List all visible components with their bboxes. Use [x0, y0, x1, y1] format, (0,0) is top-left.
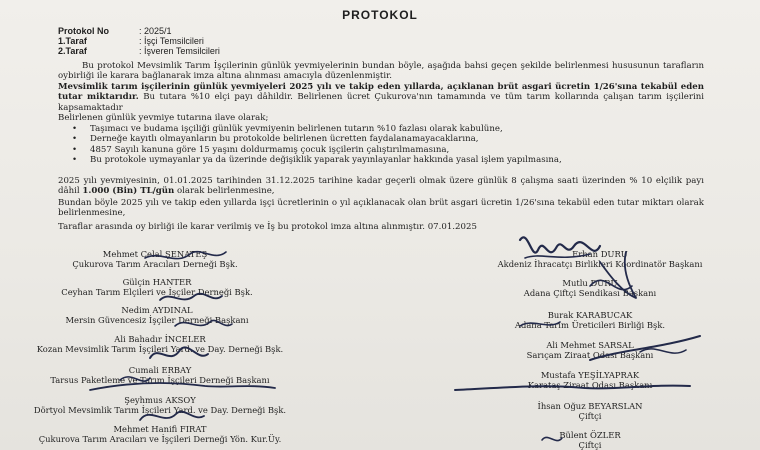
wage-rule-rest: Bu tutara %10 elçi payı dâhildir. Belirlenen ücret Çukurova'nın tamamında ve tüm tarım kollarında çalışan tarım işçilerini kapsamaktadır	[58, 92, 705, 113]
signatory-left-4: Ali Bahadır İNCELER Kozan Mevsimlik Tarım İşçileri Yard. ve Day. Derneği Bşk.	[36, 334, 284, 354]
protocol-no-value: : 2025/1	[139, 26, 172, 36]
list-item: • 4857 Sayılı kanuna göre 15 yaşını doldurmamış çocuk işçilerin çalıştırılmamasına,	[72, 144, 450, 155]
party1-value: : İşçi Temsilcileri	[139, 36, 204, 46]
party1-label: 1.Taraf	[58, 36, 87, 46]
bullet-icon: •	[72, 134, 78, 145]
signatory-right-6: İhsan Oğuz BEYARSLAN Çiftçi	[537, 401, 643, 421]
list-intro: Belirlenen günlük yevmiye tutarına ilave olarak;	[58, 113, 269, 123]
party2-value: : İşveren Temsilcileri	[139, 46, 220, 56]
signatory-left-1: Mehmet Celal ŞENATEŞ Çukurova Tarım Aracıları Derneği Bşk.	[72, 249, 238, 269]
wage-amount: 1.000 (Bin) TL/gün	[82, 186, 175, 197]
document-title: PROTOKOL	[342, 8, 418, 22]
conditions-list	[72, 124, 704, 165]
signatory-left-5: Cumali ERBAY Tarsus Paketleme ve Tarım İşçileri Derneği Başkanı	[50, 365, 270, 385]
protocol-no-label: Protokol No	[58, 26, 109, 36]
bullet-icon: •	[72, 154, 78, 165]
signatory-right-5: Mustafa YEŞİLYAPRAK Karataş Ziraat Odası Başkanı	[527, 370, 653, 390]
list-item: • Taşımacı ve budama işçiliği günlük yevmiyenin belirlenen tutarın %10 fazlası olarak kabulüne,	[72, 124, 503, 134]
signatory-left-3: Nedim AYDINAL Mersin Güvencesiz İşçiler Derneği Başkanı	[65, 305, 249, 325]
signatory-left-6: Şeyhmus AKSOY Dörtyol Mevsimlik Tarım İşçileri Yard. ve Day. Derneği Bşk.	[33, 395, 287, 415]
signatory-right-1: Erhan DURU Akdeniz İhracatçı Birlikleri Koordinatör Başkanı	[497, 249, 703, 269]
signatory-right-7: Bülent ÖZLER Çiftçi	[559, 430, 621, 450]
wage-2025-paragraph: 2025 yılı yevmiyesinin, 01.01.2025 tarihinden 31.12.2025 tarihine kadar geçerli olmak üzere günlük 8 çalışma saati üzerinden % 10 elçilik payı dâhil 1.000 (Bin) TL/gün olarak belirlenmesine,	[58, 176, 704, 197]
bullet-icon: •	[72, 124, 78, 134]
intro-paragraph: Bu protokol Mevsimlik Tarım İşçilerinin günlük yevmiyelerinin bundan böyle, aşağıda bahsi geçen şekilde belirlenmesi hususunun tarafların oybirliği ile karara bağlanarak imza altına alınması amacıyla düzenlenmiştir.	[58, 61, 704, 82]
party2-label: 2.Taraf	[58, 46, 87, 56]
wage-rule-bold: Mevsimlik tarım işçilerinin günlük yevmiyeleri 2025 yılı ve takip eden yıllarda, açıklanan brüt asgari ücretin 1/26'sına tekabül eden tutar miktarıdır.	[58, 82, 704, 103]
signatory-left-2: Gülçin HANTER Ceyhan Tarım Elçileri ve İşçiler Derneği Bşk.	[61, 277, 253, 297]
future-years-paragraph: Bundan böyle 2025 yılı ve takip eden yıllarda işçi ücretlerinin o yıl açıklanacak olan brüt asgari ücretin 1/26'sına tekabül eden tutar miktarı olarak belirlenmesine,	[58, 198, 704, 219]
signatory-left-7: Mehmet Hanifi FIRAT Çukurova Tarım Aracıları ve İşçileri Derneği Yön. Kur.Üy.	[38, 424, 282, 444]
bullet-icon: •	[72, 144, 78, 155]
list-item: • Bu protokole uymayanlar ya da üzerinde değişiklik yaparak yayınlayanlar hakkında yasal işlem yapılmasına,	[72, 154, 562, 165]
wage-rule-paragraph	[58, 82, 704, 113]
signatory-right-2: Mutlu DURU Adana Çiftçi Sendikası Başkanı	[523, 278, 657, 298]
closing-statement: Taraflar arasında oy birliği ile karar verilmiş ve İş bu protokol imza altına alınmıştır. 07.01.2025	[58, 222, 477, 232]
list-item: • Derneğe kayıtlı olmayanların bu protokolde belirlenen ücretten faydalanamayacaklarına,	[72, 134, 479, 145]
signatory-right-4: Ali Mehmet SARSAL Sarıçam Ziraat Odası Başkanı	[526, 340, 654, 360]
signatory-right-3: Burak KARABUCAK Adana Tarım Üreticileri Birliği Bşk.	[514, 310, 666, 330]
